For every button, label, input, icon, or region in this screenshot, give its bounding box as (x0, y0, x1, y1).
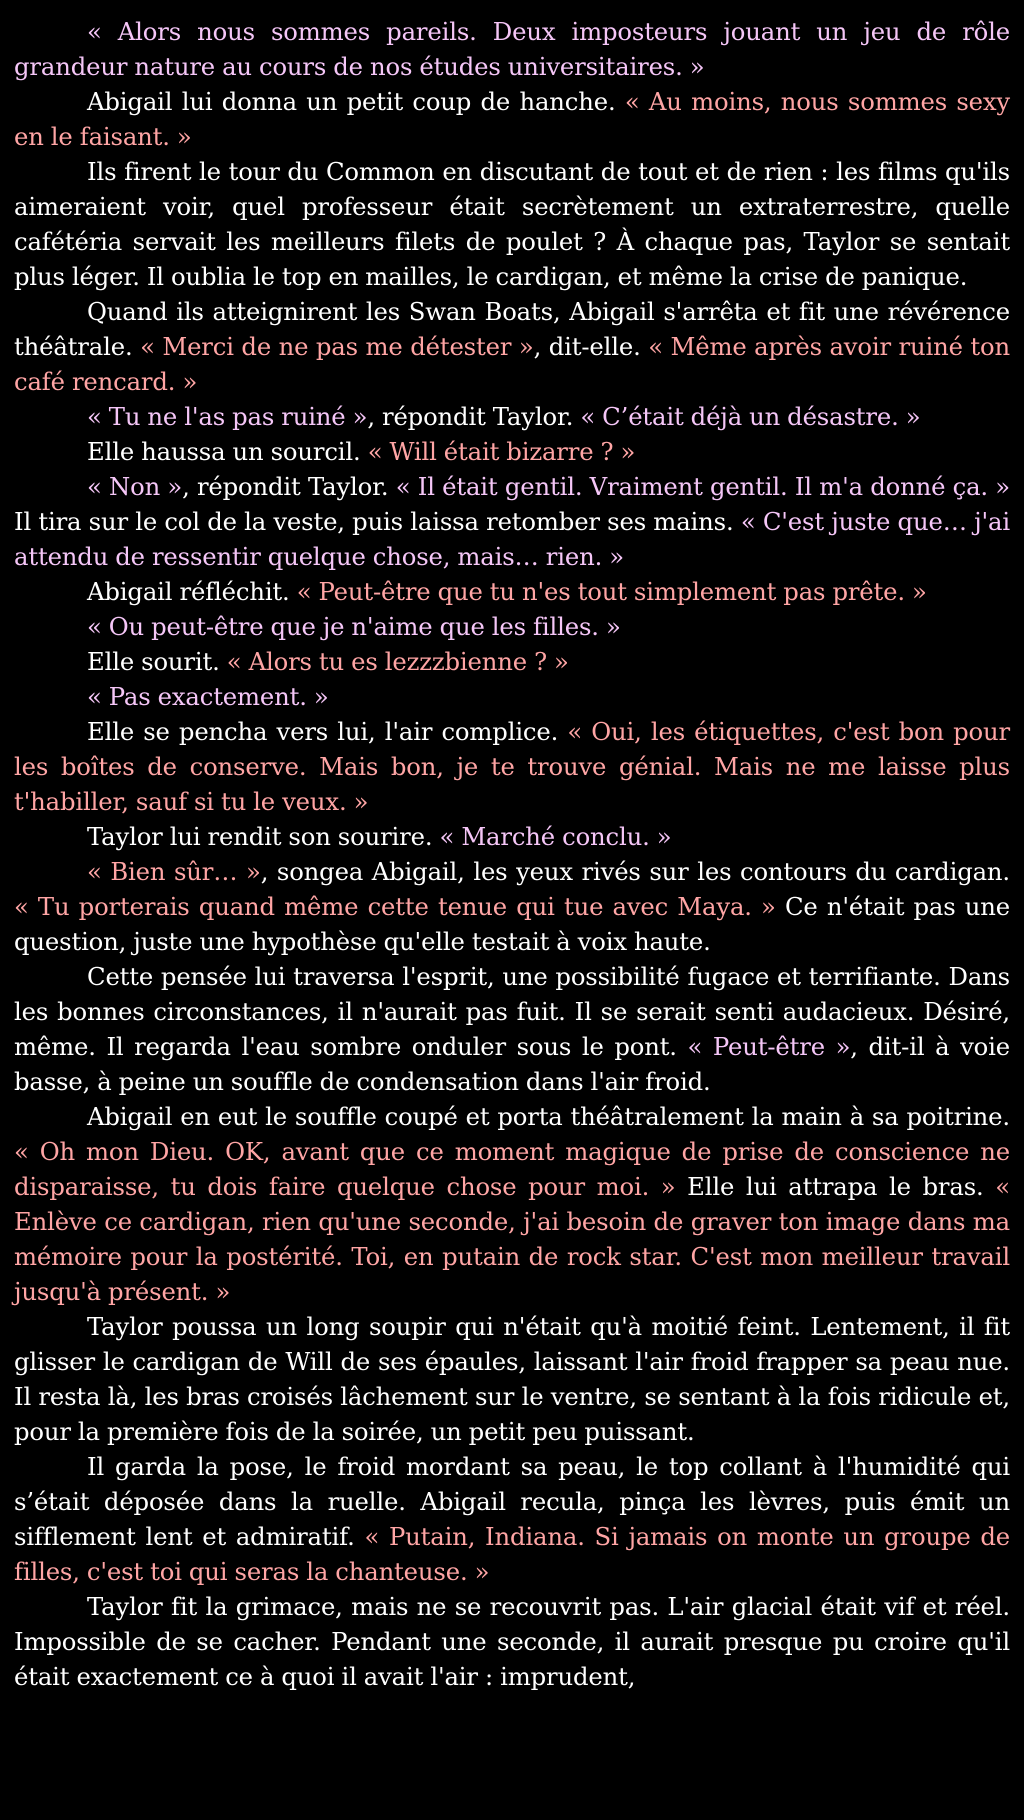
abigail-dialogue: « Putain, Indiana. Si jamais on monte un groupe de filles, c'est toi qui seras la chanteuse. » (14, 1522, 1010, 1586)
narration-text: Il garda la pose, le froid mordant sa peau, le top collant à l'humidité qui s’était déposée dans la ruelle. Abigail recula, pinça les lèvres, puis émit un sifflement lent et admiratif. (14, 1452, 1010, 1551)
abigail-dialogue: « Même après avoir ruiné ton café rencard. » (14, 332, 1010, 396)
paragraph (14, 959, 1010, 1099)
narration-text: , dit-elle. (533, 332, 649, 361)
paragraph (14, 1449, 1010, 1589)
taylor-dialogue: « Il était gentil. Vraiment gentil. Il m'a donné ça. » (395, 472, 1010, 501)
narration-text: Abigail en eut le souffle coupé et porta théâtralement la main à sa poitrine. (87, 1102, 1010, 1131)
taylor-dialogue: « Pas exactement. » (87, 682, 329, 711)
abigail-dialogue: « Will était bizarre ? » (367, 437, 636, 466)
abigail-dialogue: « Merci de ne pas me détester » (140, 332, 534, 361)
paragraph (14, 609, 1010, 644)
paragraph (14, 1589, 1010, 1694)
narration-text: Ils firent le tour du Common en discutant de tout et de rien : les films qu'ils aimeraient voir, quel professeur était secrètement un extraterrestre, quelle cafétéria servait les meilleurs filets de poulet ? À chaque pas, Taylor se sentait plus léger. Il oublia le top en mailles, le cardigan, et même la crise de panique. (14, 157, 1010, 291)
paragraph (14, 714, 1010, 819)
narration-text: Taylor lui rendit son sourire. (87, 822, 440, 851)
abigail-dialogue: « Bien sûr… » (87, 857, 261, 886)
narration-text: Quand ils atteignirent les Swan Boats, Abigail s'arrêta et fit une révérence théâtrale. (14, 297, 1010, 361)
abigail-dialogue: « Alors tu es lezzzbienne ? » (226, 647, 569, 676)
narration-text: Abigail réfléchit. (87, 577, 297, 606)
paragraph (14, 469, 1010, 574)
paragraph (14, 1099, 1010, 1309)
abigail-dialogue: « Oui, les étiquettes, c'est bon pour les boîtes de conserve. Mais bon, je te trouve génial. Mais ne me laisse plus t'habiller, sauf si tu le veux. » (14, 717, 1010, 816)
narration-text: , répondit Taylor. (182, 472, 396, 501)
narration-text: Taylor fit la grimace, mais ne se recouvrit pas. L'air glacial était vif et réel. Impossible de se cacher. Pendant une seconde, il aurait presque pu croire qu'il était exactement ce à quoi il avait l'air : imprudent, (14, 1592, 1010, 1691)
paragraph (14, 1309, 1010, 1449)
taylor-dialogue: « Peut-être » (687, 1032, 851, 1061)
abigail-dialogue: « Tu porterais quand même cette tenue qui tue avec Maya. » (14, 892, 776, 921)
narration-text: Elle sourit. (87, 647, 227, 676)
abigail-dialogue: « Peut-être que tu n'es tout simplement pas prête. » (296, 577, 927, 606)
paragraph (14, 644, 1010, 679)
paragraph (14, 294, 1010, 399)
narration-text: Taylor poussa un long soupir qui n'était qu'à moitié feint. Lentement, il fit glisser le cardigan de Will de ses épaules, laissant l'air froid frapper sa peau nue. Il resta là, les bras croisés lâchement sur le ventre, se sentant à la fois ridicule et, pour la première fois de la soirée, un petit peu puissant. (14, 1312, 1010, 1446)
taylor-dialogue: « Alors nous sommes pareils. Deux imposteurs jouant un jeu de rôle grandeur nature au cours de nos études universitaires. » (14, 17, 1010, 81)
narration-text: Abigail lui donna un petit coup de hanche. (87, 87, 625, 116)
taylor-dialogue: « C’était déjà un désastre. » (580, 402, 921, 431)
paragraph (14, 154, 1010, 294)
paragraph (14, 84, 1010, 154)
narration-text: Elle haussa un sourcil. (87, 437, 368, 466)
narration-text: Elle se pencha vers lui, l'air complice. (87, 717, 568, 746)
story-text (14, 14, 1010, 1694)
paragraph (14, 399, 1010, 434)
taylor-dialogue: « C'est juste que… j'ai attendu de ressentir quelque chose, mais… rien. » (14, 507, 1010, 571)
abigail-dialogue: « Oh mon Dieu. OK, avant que ce moment magique de prise de conscience ne disparaisse, tu dois faire quelque chose pour moi. » (14, 1137, 1010, 1201)
taylor-dialogue: « Marché conclu. » (439, 822, 672, 851)
narration-text: Cette pensée lui traversa l'esprit, une possibilité fugace et terrifiante. Dans les bonnes circonstances, il n'aurait pas fuit. Il se serait senti audacieux. Désiré, même. Il regarda l'eau sombre onduler sous le pont. (14, 962, 1010, 1061)
narration-text: , songea Abigail, les yeux rivés sur les contours du cardigan. (260, 857, 1010, 886)
taylor-dialogue: « Ou peut-être que je n'aime que les filles. » (87, 612, 621, 641)
taylor-dialogue: « Non » (87, 472, 183, 501)
paragraph (14, 434, 1010, 469)
taylor-dialogue: « Tu ne l'as pas ruiné » (87, 402, 368, 431)
abigail-dialogue: « Au moins, nous sommes sexy en le faisant. » (14, 87, 1011, 151)
paragraph (14, 819, 1010, 854)
narration-text: , dit-il à voie basse, à peine un souffle de condensation dans l'air froid. (14, 1032, 1010, 1096)
paragraph (14, 854, 1010, 959)
narration-text: Ce n'était pas une question, juste une hypothèse qu'elle testait à voix haute. (14, 892, 1010, 956)
narration-text: Elle lui attrapa le bras. (675, 1172, 996, 1201)
paragraph (14, 574, 1010, 609)
paragraph (14, 14, 1010, 84)
narration-text: Il tira sur le col de la veste, puis laissa retomber ses mains. (14, 507, 741, 536)
narration-text: , répondit Taylor. (367, 402, 581, 431)
paragraph (14, 679, 1010, 714)
abigail-dialogue: « Enlève ce cardigan, rien qu'une seconde, j'ai besoin de graver ton image dans ma mémoire pour la postérité. Toi, en putain de rock star. C'est mon meilleur travail jusqu'à présent. » (14, 1172, 1010, 1306)
